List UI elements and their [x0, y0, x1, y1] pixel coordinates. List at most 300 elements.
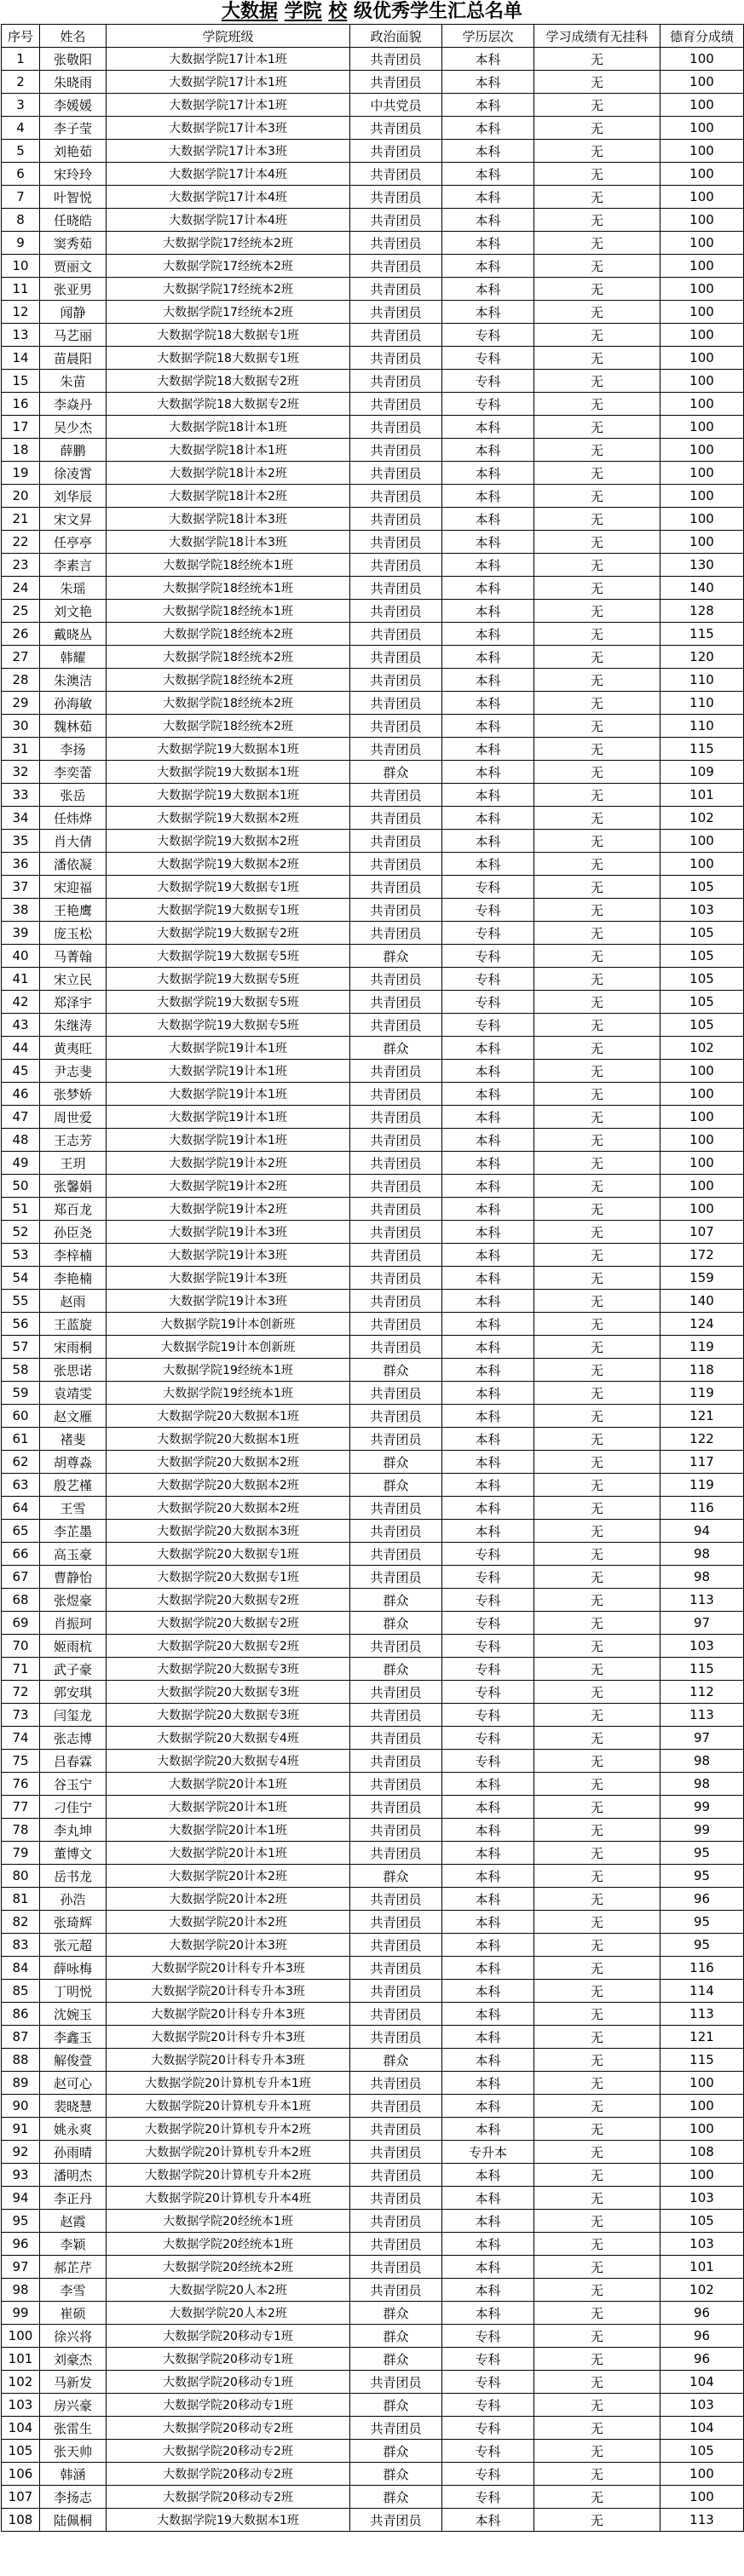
- cell-class: 大数据学院19计本3班: [107, 1221, 350, 1244]
- cell-political-status: 共青团员: [350, 2072, 442, 2095]
- cell-moral-score: 117: [660, 1451, 744, 1474]
- cell-failed-courses: 无: [534, 1336, 660, 1359]
- cell-class: 大数据学院20大数据本2班: [107, 1497, 350, 1520]
- cell-index: 91: [2, 2118, 40, 2141]
- cell-name: 解俊萱: [40, 2049, 107, 2072]
- cell-index: 59: [2, 1382, 40, 1405]
- cell-political-status: 共青团员: [350, 968, 442, 991]
- cell-name: 赵雨: [40, 1290, 107, 1313]
- cell-name: 吴少杰: [40, 416, 107, 439]
- cell-education-level: 本科: [442, 1819, 534, 1842]
- cell-political-status: 共青团员: [350, 1543, 442, 1566]
- cell-political-status: 共青团员: [350, 1727, 442, 1750]
- cell-index: 73: [2, 1704, 40, 1727]
- cell-education-level: 本科: [442, 1957, 534, 1980]
- cell-index: 18: [2, 439, 40, 462]
- cell-education-level: 本科: [442, 1221, 534, 1244]
- cell-class: 大数据学院19计本3班: [107, 1290, 350, 1313]
- cell-failed-courses: 无: [534, 2440, 660, 2463]
- cell-political-status: 共青团员: [350, 623, 442, 646]
- cell-education-level: 本科: [442, 117, 534, 140]
- cell-failed-courses: 无: [534, 2279, 660, 2302]
- cell-education-level: 专科: [442, 2371, 534, 2394]
- cell-failed-courses: 无: [534, 1727, 660, 1750]
- cell-political-status: 共青团员: [350, 2233, 442, 2256]
- cell-index: 51: [2, 1198, 40, 1221]
- cell-index: 100: [2, 2325, 40, 2348]
- cell-moral-score: 103: [660, 2187, 744, 2210]
- cell-index: 63: [2, 1474, 40, 1497]
- cell-class: 大数据学院19计本1班: [107, 1060, 350, 1083]
- cell-failed-courses: 无: [534, 899, 660, 922]
- cell-class: 大数据学院20计算机专升本1班: [107, 2095, 350, 2118]
- cell-education-level: 本科: [442, 623, 534, 646]
- cell-moral-score: 102: [660, 2279, 744, 2302]
- table-row: [2, 2003, 744, 2026]
- cell-education-level: 本科: [442, 2210, 534, 2233]
- cell-education-level: 本科: [442, 1796, 534, 1819]
- table-row: [2, 2118, 744, 2141]
- table-row: [2, 1911, 744, 1934]
- cell-index: 26: [2, 623, 40, 646]
- cell-failed-courses: 无: [534, 2417, 660, 2440]
- cell-class: 大数据学院20移动专2班: [107, 2417, 350, 2440]
- table-row: [2, 738, 744, 761]
- cell-education-level: 专科: [442, 1014, 534, 1037]
- cell-failed-courses: 无: [534, 1497, 660, 1520]
- cell-name: 武子豪: [40, 1658, 107, 1681]
- table-row: [2, 1083, 744, 1106]
- cell-name: 任晓皓: [40, 209, 107, 232]
- cell-class: 大数据学院19计本2班: [107, 1175, 350, 1198]
- cell-failed-courses: 无: [534, 186, 660, 209]
- cell-education-level: 本科: [442, 1451, 534, 1474]
- cell-name: 李芷墨: [40, 1520, 107, 1543]
- cell-name: 肖振珂: [40, 1612, 107, 1635]
- table-row: [2, 370, 744, 393]
- cell-name: 李扬志: [40, 2486, 107, 2509]
- cell-failed-courses: 无: [534, 1934, 660, 1957]
- cell-political-status: 共青团员: [350, 2187, 442, 2210]
- cell-moral-score: 95: [660, 1865, 744, 1888]
- cell-failed-courses: 无: [534, 1198, 660, 1221]
- cell-education-level: 本科: [442, 1037, 534, 1060]
- cell-political-status: 共青团员: [350, 1106, 442, 1129]
- cell-failed-courses: 无: [534, 2049, 660, 2072]
- cell-moral-score: 95: [660, 1934, 744, 1957]
- table-row: [2, 1405, 744, 1428]
- cell-moral-score: 101: [660, 2256, 744, 2279]
- table-row: [2, 853, 744, 876]
- cell-name: 任炜烨: [40, 807, 107, 830]
- cell-education-level: 本科: [442, 738, 534, 761]
- cell-class: 大数据学院17计本1班: [107, 48, 350, 71]
- header-class: 学院班级: [107, 25, 350, 48]
- table-row: [2, 1543, 744, 1566]
- cell-class: 大数据学院19大数据本1班: [107, 761, 350, 784]
- cell-political-status: 共青团员: [350, 2210, 442, 2233]
- cell-political-status: 共青团员: [350, 232, 442, 255]
- table-row: [2, 1014, 744, 1037]
- cell-index: 77: [2, 1796, 40, 1819]
- cell-moral-score: 121: [660, 2026, 744, 2049]
- cell-political-status: 共青团员: [350, 1244, 442, 1267]
- cell-index: 58: [2, 1359, 40, 1382]
- cell-political-status: 群众: [350, 1359, 442, 1382]
- cell-failed-courses: 无: [534, 646, 660, 669]
- cell-name: 韩涵: [40, 2463, 107, 2486]
- cell-index: 44: [2, 1037, 40, 1060]
- table-row: [2, 2509, 744, 2532]
- cell-index: 31: [2, 738, 40, 761]
- cell-political-status: 共青团员: [350, 1980, 442, 2003]
- cell-failed-courses: 无: [534, 1152, 660, 1175]
- cell-name: 李丸坤: [40, 1819, 107, 1842]
- cell-name: 孙浩: [40, 1888, 107, 1911]
- cell-failed-courses: 无: [534, 1520, 660, 1543]
- cell-name: 李子莹: [40, 117, 107, 140]
- cell-moral-score: 95: [660, 1842, 744, 1865]
- cell-name: 李艳楠: [40, 1267, 107, 1290]
- cell-failed-courses: 无: [534, 1796, 660, 1819]
- cell-class: 大数据学院20计科专升本3班: [107, 2049, 350, 2072]
- cell-name: 王雪: [40, 1497, 107, 1520]
- cell-failed-courses: 无: [534, 2003, 660, 2026]
- cell-education-level: 专科: [442, 1589, 534, 1612]
- cell-moral-score: 118: [660, 1359, 744, 1382]
- table-row: [2, 163, 744, 186]
- cell-class: 大数据学院20人本2班: [107, 2302, 350, 2325]
- cell-moral-score: 100: [660, 2118, 744, 2141]
- cell-name: 张元超: [40, 1934, 107, 1957]
- cell-political-status: 共青团员: [350, 48, 442, 71]
- cell-moral-score: 98: [660, 1750, 744, 1773]
- cell-moral-score: 100: [660, 1106, 744, 1129]
- cell-moral-score: 109: [660, 761, 744, 784]
- cell-name: 赵文雁: [40, 1405, 107, 1428]
- cell-education-level: 专科: [442, 968, 534, 991]
- cell-education-level: 本科: [442, 2187, 534, 2210]
- cell-failed-courses: 无: [534, 1543, 660, 1566]
- cell-moral-score: 103: [660, 899, 744, 922]
- cell-failed-courses: 无: [534, 1704, 660, 1727]
- cell-name: 张岳: [40, 784, 107, 807]
- cell-index: 28: [2, 669, 40, 692]
- cell-failed-courses: 无: [534, 1750, 660, 1773]
- table-row: [2, 1037, 744, 1060]
- cell-class: 大数据学院18经统本2班: [107, 715, 350, 738]
- cell-moral-score: 105: [660, 2210, 744, 2233]
- cell-political-status: 共青团员: [350, 71, 442, 94]
- cell-political-status: 共青团员: [350, 1773, 442, 1796]
- cell-class: 大数据学院20计本1班: [107, 1773, 350, 1796]
- cell-class: 大数据学院18计本3班: [107, 531, 350, 554]
- cell-moral-score: 105: [660, 991, 744, 1014]
- cell-moral-score: 100: [660, 347, 744, 370]
- cell-class: 大数据学院20计算机专升本4班: [107, 2187, 350, 2210]
- cell-moral-score: 105: [660, 922, 744, 945]
- cell-name: 李鑫玉: [40, 2026, 107, 2049]
- table-row: [2, 1313, 744, 1336]
- cell-political-status: 共青团员: [350, 2371, 442, 2394]
- cell-class: 大数据学院17计本1班: [107, 94, 350, 117]
- cell-failed-courses: 无: [534, 692, 660, 715]
- cell-index: 72: [2, 1681, 40, 1704]
- cell-education-level: 本科: [442, 853, 534, 876]
- cell-education-level: 本科: [442, 1428, 534, 1451]
- cell-failed-courses: 无: [534, 1290, 660, 1313]
- cell-class: 大数据学院20移动专1班: [107, 2371, 350, 2394]
- cell-name: 王志芳: [40, 1129, 107, 1152]
- cell-class: 大数据学院20移动专2班: [107, 2486, 350, 2509]
- cell-political-status: 共青团员: [350, 2509, 442, 2532]
- cell-moral-score: 113: [660, 2003, 744, 2026]
- table-row: [2, 1957, 744, 1980]
- cell-name: 刘艳茹: [40, 140, 107, 163]
- cell-moral-score: 100: [660, 2072, 744, 2095]
- cell-name: 宋玲玲: [40, 163, 107, 186]
- cell-education-level: 专科: [442, 2486, 534, 2509]
- table-row: [2, 48, 744, 71]
- cell-failed-courses: 无: [534, 784, 660, 807]
- table-row: [2, 692, 744, 715]
- table-row: [2, 1704, 744, 1727]
- table-row: [2, 485, 744, 508]
- cell-name: 刘华辰: [40, 485, 107, 508]
- cell-political-status: 共青团员: [350, 2095, 442, 2118]
- cell-class: 大数据学院20大数据本3班: [107, 1520, 350, 1543]
- cell-failed-courses: 无: [534, 1129, 660, 1152]
- cell-name: 张煜豪: [40, 1589, 107, 1612]
- cell-index: 106: [2, 2463, 40, 2486]
- table-row: [2, 278, 744, 301]
- cell-index: 79: [2, 1842, 40, 1865]
- cell-political-status: 共青团员: [350, 922, 442, 945]
- cell-education-level: 本科: [442, 600, 534, 623]
- cell-failed-courses: 无: [534, 1451, 660, 1474]
- table-row: [2, 1198, 744, 1221]
- table-row: [2, 1060, 744, 1083]
- cell-class: 大数据学院18计本1班: [107, 416, 350, 439]
- cell-name: 郭安琪: [40, 1681, 107, 1704]
- cell-class: 大数据学院19大数据本2班: [107, 853, 350, 876]
- cell-failed-courses: 无: [534, 2302, 660, 2325]
- cell-index: 8: [2, 209, 40, 232]
- table-row: [2, 2348, 744, 2371]
- cell-index: 70: [2, 1635, 40, 1658]
- cell-class: 大数据学院19大数据专5班: [107, 945, 350, 968]
- cell-moral-score: 99: [660, 1819, 744, 1842]
- cell-class: 大数据学院19经统本1班: [107, 1382, 350, 1405]
- cell-political-status: 共青团员: [350, 692, 442, 715]
- cell-index: 29: [2, 692, 40, 715]
- table-row: [2, 2233, 744, 2256]
- table-row: [2, 1681, 744, 1704]
- cell-moral-score: 105: [660, 2440, 744, 2463]
- cell-political-status: 共青团员: [350, 301, 442, 324]
- cell-moral-score: 100: [660, 2095, 744, 2118]
- cell-index: 21: [2, 508, 40, 531]
- cell-education-level: 本科: [442, 439, 534, 462]
- cell-class: 大数据学院18计本2班: [107, 462, 350, 485]
- cell-index: 4: [2, 117, 40, 140]
- cell-education-level: 专科: [442, 393, 534, 416]
- cell-name: 苗晨阳: [40, 347, 107, 370]
- cell-name: 李焱丹: [40, 393, 107, 416]
- cell-name: 谷玉宁: [40, 1773, 107, 1796]
- cell-index: 66: [2, 1543, 40, 1566]
- cell-education-level: 本科: [442, 94, 534, 117]
- cell-class: 大数据学院20移动专2班: [107, 2440, 350, 2463]
- cell-name: 朱澳洁: [40, 669, 107, 692]
- table-row: [2, 140, 744, 163]
- cell-failed-courses: 无: [534, 1405, 660, 1428]
- cell-class: 大数据学院20计本1班: [107, 1796, 350, 1819]
- table-row: [2, 2440, 744, 2463]
- cell-education-level: 专升本: [442, 2141, 534, 2164]
- cell-index: 75: [2, 1750, 40, 1773]
- cell-class: 大数据学院18经统本1班: [107, 600, 350, 623]
- cell-failed-courses: 无: [534, 117, 660, 140]
- table-row: [2, 1175, 744, 1198]
- cell-moral-score: 98: [660, 1543, 744, 1566]
- cell-failed-courses: 无: [534, 2187, 660, 2210]
- cell-political-status: 共青团员: [350, 1681, 442, 1704]
- cell-political-status: 共青团员: [350, 1405, 442, 1428]
- cell-name: 周世爱: [40, 1106, 107, 1129]
- cell-moral-score: 114: [660, 1980, 744, 2003]
- cell-index: 46: [2, 1083, 40, 1106]
- cell-failed-courses: 无: [534, 416, 660, 439]
- cell-moral-score: 100: [660, 1175, 744, 1198]
- cell-political-status: 群众: [350, 2348, 442, 2371]
- cell-failed-courses: 无: [534, 163, 660, 186]
- cell-index: 42: [2, 991, 40, 1014]
- cell-moral-score: 100: [660, 853, 744, 876]
- cell-failed-courses: 无: [534, 600, 660, 623]
- cell-political-status: 共青团员: [350, 278, 442, 301]
- cell-class: 大数据学院18大数据专2班: [107, 370, 350, 393]
- cell-political-status: 共青团员: [350, 163, 442, 186]
- cell-political-status: 共青团员: [350, 2141, 442, 2164]
- cell-name: 宋文昇: [40, 508, 107, 531]
- cell-moral-score: 98: [660, 1566, 744, 1589]
- table-row: [2, 1750, 744, 1773]
- table-row: [2, 1865, 744, 1888]
- cell-class: 大数据学院20大数据本2班: [107, 1474, 350, 1497]
- cell-moral-score: 159: [660, 1267, 744, 1290]
- table-row: [2, 2049, 744, 2072]
- cell-political-status: 共青团员: [350, 1313, 442, 1336]
- cell-political-status: 共青团员: [350, 1888, 442, 1911]
- cell-failed-courses: 无: [534, 2371, 660, 2394]
- cell-name: 朱苗: [40, 370, 107, 393]
- table-row: [2, 2072, 744, 2095]
- cell-name: 赵可心: [40, 2072, 107, 2095]
- cell-political-status: 共青团员: [350, 1520, 442, 1543]
- cell-moral-score: 120: [660, 646, 744, 669]
- cell-class: 大数据学院20大数据专2班: [107, 1612, 350, 1635]
- cell-education-level: 本科: [442, 1060, 534, 1083]
- cell-political-status: 共青团员: [350, 1934, 442, 1957]
- cell-index: 90: [2, 2095, 40, 2118]
- cell-moral-score: 100: [660, 830, 744, 853]
- table-row: [2, 462, 744, 485]
- cell-class: 大数据学院20移动专1班: [107, 2325, 350, 2348]
- cell-failed-courses: 无: [534, 324, 660, 347]
- cell-name: 朱瑶: [40, 577, 107, 600]
- cell-name: 闫玺龙: [40, 1704, 107, 1727]
- cell-name: 郝芷芹: [40, 2256, 107, 2279]
- cell-name: 王蓝旋: [40, 1313, 107, 1336]
- cell-education-level: 本科: [442, 508, 534, 531]
- cell-class: 大数据学院20计科专升本3班: [107, 2026, 350, 2049]
- cell-education-level: 本科: [442, 163, 534, 186]
- cell-moral-score: 102: [660, 1037, 744, 1060]
- cell-political-status: 共青团员: [350, 209, 442, 232]
- cell-failed-courses: 无: [534, 2394, 660, 2417]
- cell-education-level: 本科: [442, 1106, 534, 1129]
- cell-education-level: 专科: [442, 2348, 534, 2371]
- cell-name: 李媛媛: [40, 94, 107, 117]
- cell-class: 大数据学院20计算机专升本2班: [107, 2141, 350, 2164]
- cell-education-level: 专科: [442, 2394, 534, 2417]
- cell-name: 宋立民: [40, 968, 107, 991]
- table-row: [2, 1359, 744, 1382]
- cell-moral-score: 95: [660, 1911, 744, 1934]
- cell-class: 大数据学院20大数据本2班: [107, 1451, 350, 1474]
- cell-index: 108: [2, 2509, 40, 2532]
- cell-index: 80: [2, 1865, 40, 1888]
- cell-class: 大数据学院17经统本2班: [107, 301, 350, 324]
- cell-name: 韩耀: [40, 646, 107, 669]
- cell-moral-score: 110: [660, 715, 744, 738]
- cell-name: 张梦娇: [40, 1083, 107, 1106]
- cell-name: 朱晓雨: [40, 71, 107, 94]
- cell-failed-courses: 无: [534, 439, 660, 462]
- cell-index: 13: [2, 324, 40, 347]
- cell-education-level: 本科: [442, 1336, 534, 1359]
- table-row: [2, 2486, 744, 2509]
- cell-political-status: 共青团员: [350, 2417, 442, 2440]
- table-row: [2, 1474, 744, 1497]
- table-row: [2, 1819, 744, 1842]
- cell-moral-score: 115: [660, 1658, 744, 1681]
- cell-class: 大数据学院18大数据专1班: [107, 324, 350, 347]
- cell-moral-score: 100: [660, 2463, 744, 2486]
- cell-index: 45: [2, 1060, 40, 1083]
- cell-political-status: 共青团员: [350, 370, 442, 393]
- cell-education-level: 本科: [442, 1520, 534, 1543]
- cell-name: 戴晓丛: [40, 623, 107, 646]
- cell-political-status: 共青团员: [350, 347, 442, 370]
- cell-moral-score: 140: [660, 1290, 744, 1313]
- cell-failed-courses: 无: [534, 1888, 660, 1911]
- cell-failed-courses: 无: [534, 2463, 660, 2486]
- cell-failed-courses: 无: [534, 1612, 660, 1635]
- cell-class: 大数据学院20计本1班: [107, 1819, 350, 1842]
- cell-class: 大数据学院19计本1班: [107, 1037, 350, 1060]
- cell-index: 56: [2, 1313, 40, 1336]
- cell-name: 赵霞: [40, 2210, 107, 2233]
- cell-political-status: 共青团员: [350, 462, 442, 485]
- cell-index: 83: [2, 1934, 40, 1957]
- cell-name: 陆佩桐: [40, 2509, 107, 2532]
- cell-index: 103: [2, 2394, 40, 2417]
- cell-name: 王玥: [40, 1152, 107, 1175]
- cell-index: 87: [2, 2026, 40, 2049]
- cell-class: 大数据学院20计本1班: [107, 1842, 350, 1865]
